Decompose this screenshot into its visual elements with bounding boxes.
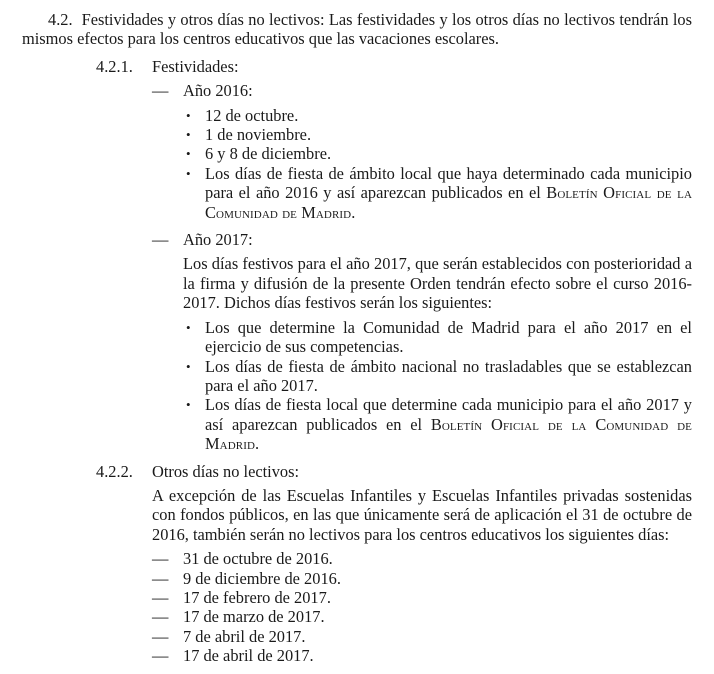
list-item <box>186 125 692 144</box>
bullet-marker: • <box>186 127 191 143</box>
subsection-title: Festividades: <box>152 56 239 76</box>
em-dash-marker: — <box>152 587 169 607</box>
list-item <box>186 318 692 357</box>
em-dash-marker: — <box>152 646 169 666</box>
subsection-number: 4.2.1. <box>96 56 133 76</box>
list-item-text-tail: . <box>351 202 356 222</box>
publication-name-smallcaps: Boletín Oficial de la Comunidad de Madrid <box>205 414 692 454</box>
list-item-text-tail: . <box>255 434 260 454</box>
list-item-text: 17 de febrero de 2017. <box>183 587 331 607</box>
group-label: Año 2017: <box>183 230 253 250</box>
bullet-marker: • <box>186 107 191 123</box>
list-item <box>152 569 692 588</box>
list-item <box>186 144 692 163</box>
list-item-text: 7 de abril de 2017. <box>183 626 306 646</box>
em-dash-marker: — <box>152 230 169 250</box>
list-item <box>186 106 692 125</box>
list-item <box>186 164 692 222</box>
list-item-text: 9 de diciembre de 2016. <box>183 568 341 588</box>
list-item <box>152 607 692 626</box>
document-page <box>0 10 714 674</box>
em-dash-marker: — <box>152 568 169 588</box>
list-item-text: 17 de marzo de 2017. <box>183 607 325 627</box>
em-dash-marker: — <box>152 607 169 627</box>
bullet-marker: • <box>186 165 191 181</box>
group-ano-2017-label <box>152 230 692 249</box>
publication-name-smallcaps: Boletín Oficial de la Comunidad de Madrid <box>205 183 693 222</box>
list-item-text: Los días de fiesta local que determine cada municipio para el año 2017 y así aparezcan publicados en el <box>205 395 692 434</box>
list-item-text: 31 de octubre de 2016. <box>183 549 333 569</box>
group-ano-2017-intro: Los días festivos para el año 2017, que serán establecidos con posterioridad a la firma y difusión de la presente Orden tendrán efecto sobre el curso 2016-2017. Dichos días festivos serán los siguientes: <box>183 254 692 313</box>
group-label: Año 2016: <box>183 81 253 101</box>
section-number: 4.2. <box>48 10 73 29</box>
subsection-number: 4.2.2. <box>96 461 133 481</box>
subsection-4-2-1-heading <box>96 57 692 76</box>
list-item <box>186 395 692 453</box>
section-4-2-paragraph <box>22 10 692 49</box>
list-item-text: 17 de abril de 2017. <box>183 646 314 666</box>
list-item <box>152 549 692 568</box>
list-item-text: 1 de noviembre. <box>205 125 312 145</box>
em-dash-marker: — <box>152 549 169 569</box>
list-item-text: Los días de fiesta de ámbito local que haya determinado cada municipio para el año 2016 y así aparezcan publicados en el <box>205 163 692 203</box>
subsection-title: Otros días no lectivos: <box>152 461 300 481</box>
list-item <box>152 588 692 607</box>
subsection-4-2-2-intro: A excepción de las Escuelas Infantiles y Escuelas Infantiles privadas sostenidas con fondos públicos, en las que únicamente será de aplicación el 31 de octubre de 2016, también serán no lectivos para los centros educativos los siguientes días: <box>152 485 692 544</box>
list-item-text: 6 y 8 de diciembre. <box>205 144 332 164</box>
group-ano-2016-label <box>152 81 692 100</box>
section-title-text: Festividades y otros días no lectivos: Las festividades y los otros días no lectivos tendrán los mismos efectos para los centros educativos que las vacaciones escolares. <box>22 10 692 49</box>
bullet-marker: • <box>186 319 191 335</box>
list-item-text: Los días de fiesta de ámbito nacional no trasladables que se establezcan para el año 2017. <box>205 356 692 395</box>
subsection-4-2-2-heading <box>96 462 692 481</box>
list-item <box>152 646 692 665</box>
list-item <box>152 627 692 646</box>
list-item-text: Los que determine la Comunidad de Madrid para el año 2017 en el ejercicio de sus competencias. <box>205 317 692 357</box>
list-item-text: 12 de octubre. <box>205 105 299 125</box>
list-item <box>186 357 692 396</box>
em-dash-marker: — <box>152 81 169 101</box>
em-dash-marker: — <box>152 626 169 646</box>
bullet-marker: • <box>186 397 191 413</box>
bullet-marker: • <box>186 358 191 374</box>
bullet-marker: • <box>186 146 191 162</box>
